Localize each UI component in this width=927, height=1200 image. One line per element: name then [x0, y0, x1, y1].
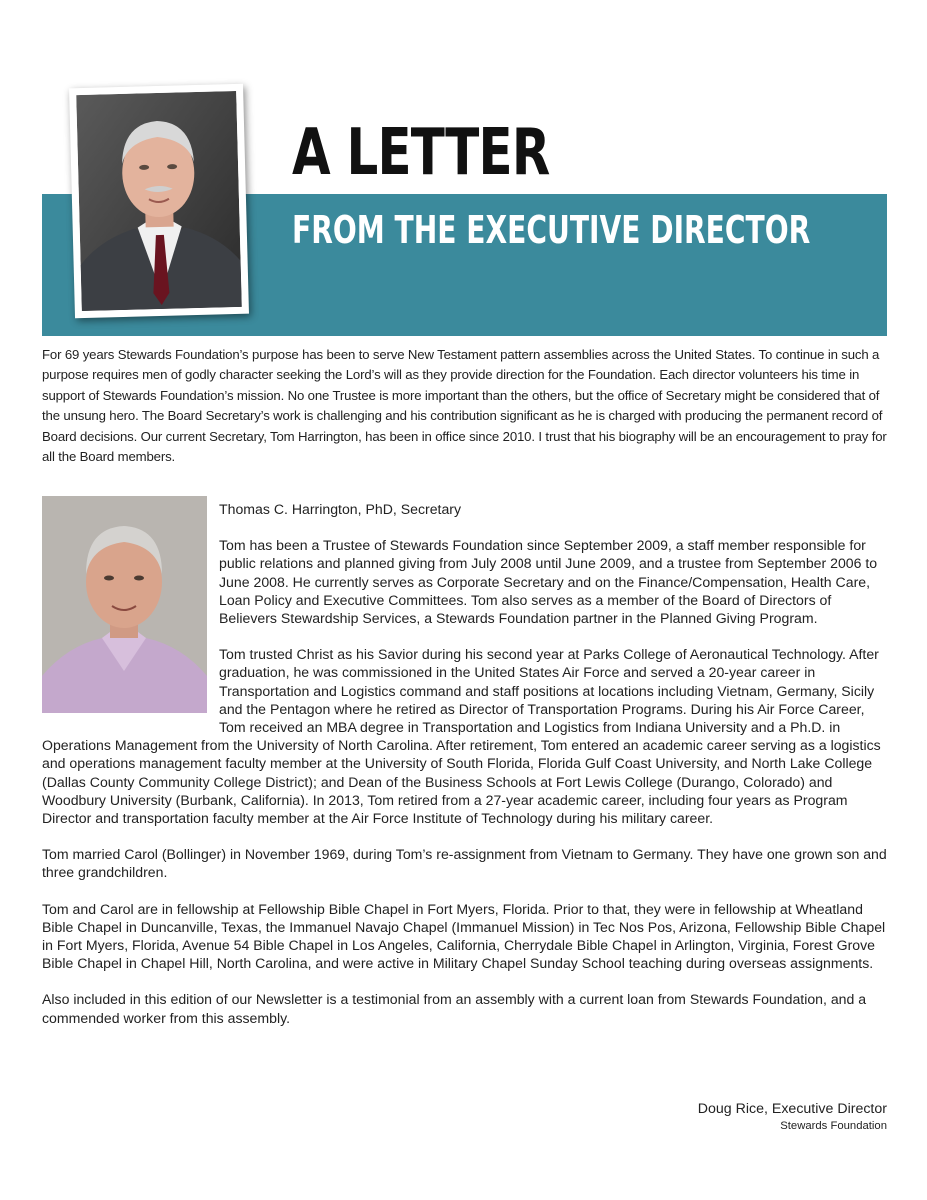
bio-paragraph-trustee: Tom has been a Trustee of Stewards Foundation since September 2009, a staff member responsible for public relations and planned giving from July 2008 until June 2009, and a trustee from September 2006 to June 2008. He currently serves as Corporate Secretary and on the Finance/Compensation, Health Care, Loan Policy and Executive Committees. Tom also serves as a member of the Board of Directors of Believers Stewardship Services, a Stewards Foundation partner in the Planned Giving Program. [219, 537, 878, 627]
bio-paragraph-fellowship: Tom and Carol are in fellowship at Fellowship Bible Chapel in Fort Myers, Florida. Prior to that, they were in fellowship at Wheatland Bible Chapel in Duncanville, Texas, the Immanuel Navajo Chapel (Immanuel Mission) in Tec Nos Pos, Arizona, Fellowship Bible Chapel in Fort Myers, Florida, Avenue 54 Bible Chapel in Los Angeles, California, Cherrydale Bible Chapel in Arlington, Virginia, Forest Grove Bible Chapel in Chapel Hill, North Carolina, and were active in Military Chapel Sunday School teaching during overseas assignments. [42, 900, 886, 972]
signature-organization: Stewards Foundation [780, 1120, 887, 1132]
letter-subtitle: FROM THE EXECUTIVE DIRECTOR [292, 208, 811, 252]
bio-paragraph-family: Tom married Carol (Bollinger) in November 1969, during Tom’s re-assignment from Vietnam to Germany. They have one grown son and three grandchildren. [42, 846, 887, 881]
executive-director-photo [69, 84, 249, 318]
bio-paragraph-career: Tom trusted Christ as his Savior during his second year at Parks College of Aeronautical Technology. After graduation, he was commissioned in the United States Air Force and served a 20-year career in Transportation and Logistics command and staff positions at locations including Vietnam, Germany, Sicily and the Pentagon where he retired as Director of Transportation Programs. During his Air Force Career, Tom received an MBA degree in Transportation and Logistics from Indiana University and a Ph.D. in Operations Management from the University of North Carolina. After retirement, Tom entered an academic career serving as a logistics and operations management faculty member at the University of South Florida, Florida Gulf Coast University, and North Lake College (Dallas County Community College District); and Dean of the Business Schools at Fort Lewis College (Durango, Colorado) and Woodbury University (Burbank, California). In 2013, Tom retired from a 27-year academic career, including four years as Program Director and transportation faculty member at the Air Force Institute of Technology during his military career. [42, 646, 881, 827]
biography-section [42, 500, 888, 1045]
signature-block [698, 1100, 887, 1134]
bio-heading: Thomas C. Harrington, PhD, Secretary [219, 501, 462, 517]
signature-name: Doug Rice, Executive Director [697, 1101, 887, 1117]
photo-spacer [42, 500, 219, 729]
intro-paragraph: For 69 years Stewards Foundation’s purpose has been to serve New Testament pattern assemblies across the United States. To continue in such a purpose requires men of godly character seeking the Lord’s will as they provide direction for the Foundation. Each director volunteers his time in support of Stewards Foundation’s mission. No one Trustee is more important than the others, but the office of Secretary might be considered that of the unsung hero. The Board Secretary’s work is challenging and his contribution significant as he is charged with producing the permanent record of Board decisions. Our current Secretary, Tom Harrington, has been in office since 2010. I trust that his biography will be an encouragement to pray for all the Board members. [42, 347, 887, 465]
closing-paragraph: Also included in this edition of our Newsletter is a testimonial from an assembly with a current loan from Stewards Foundation, and a commended worker from this assembly. [42, 991, 867, 1026]
letter-title: A LETTER [292, 116, 550, 190]
